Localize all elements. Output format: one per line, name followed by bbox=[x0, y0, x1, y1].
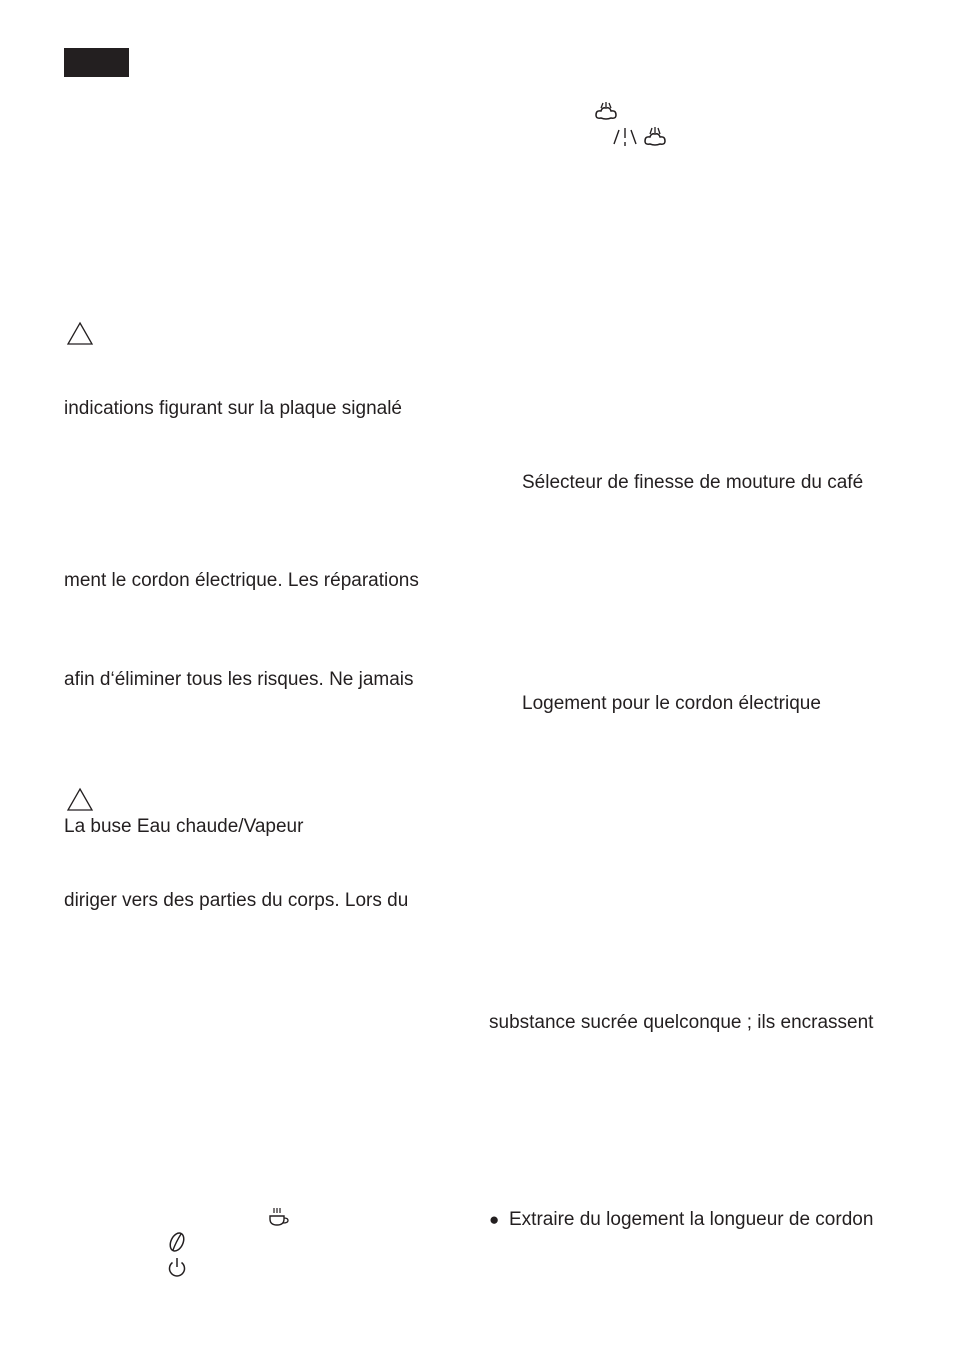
warning-triangle-icon bbox=[66, 321, 94, 347]
power-icon bbox=[166, 1257, 188, 1279]
hot-water-steam-icon bbox=[613, 126, 671, 150]
right-text-line: substance sucrée quelconque ; ils encrassent bbox=[489, 1012, 874, 1033]
left-text-line: afin d‘éliminer tous les risques. Ne jamais bbox=[64, 669, 414, 690]
language-tab bbox=[64, 48, 129, 77]
left-text-line: indications figurant sur la plaque signalé bbox=[64, 398, 402, 419]
steam-icon bbox=[593, 102, 619, 122]
warning-triangle-icon bbox=[66, 787, 94, 813]
left-text-line: La buse Eau chaude/Vapeur bbox=[64, 816, 304, 837]
left-text-line: ment le cordon électrique. Les réparations bbox=[64, 570, 419, 591]
coffee-bean-icon bbox=[166, 1231, 188, 1253]
right-text-line: Sélecteur de finesse de mouture du café bbox=[522, 472, 864, 493]
hot-cup-icon bbox=[268, 1207, 290, 1229]
right-text-line: Logement pour le cordon électrique bbox=[522, 693, 821, 714]
right-text-line: Extraire du logement la longueur de cordon bbox=[509, 1209, 874, 1230]
left-text-line: diriger vers des parties du corps. Lors du bbox=[64, 890, 409, 911]
bullet-marker: ● bbox=[489, 1210, 500, 1229]
